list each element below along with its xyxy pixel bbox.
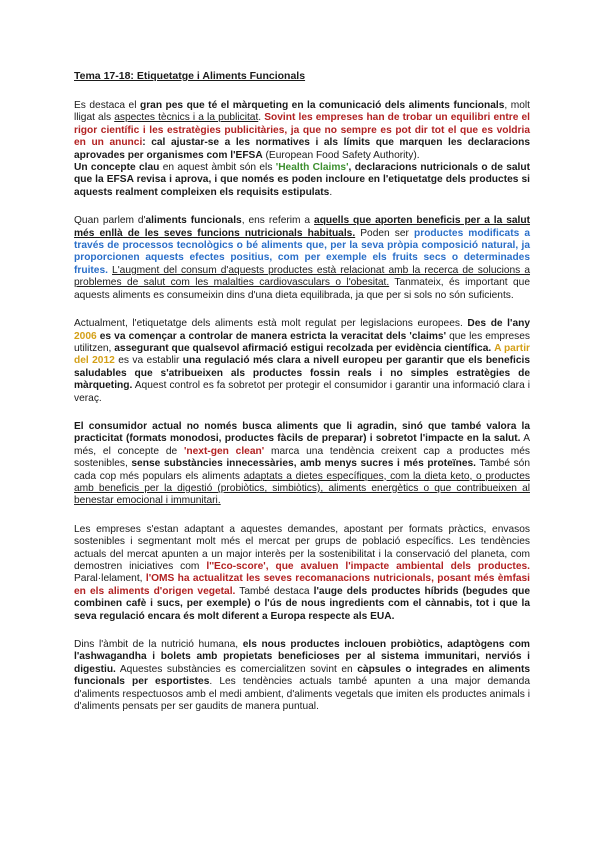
text-span: Quan parlem d' [74, 215, 146, 227]
text-span: es va establir [114, 355, 183, 367]
bold-span: assegurant que qualsevol afirmació estigui recolzada per evidència científica. [114, 342, 492, 354]
text-span: que les empreses utilitzen, [74, 330, 530, 354]
underlined-span: L'augment del consum d'aquests productes està relacionat amb la recerca de solucions a problemes de salut com les malalties cardiovasculars o l'obesitat. [74, 264, 530, 289]
highlight-orange-span: 2006 [74, 330, 97, 342]
text-span: Poden ser [355, 227, 414, 239]
text-span: . [258, 112, 265, 124]
bold-span: els nous productes inclouen probiòtics, adaptògens com l'ashwagandha i bolets amb propietats beneficioses per al sistema immunitari, nerviós i digestiu. [74, 639, 530, 675]
text-span: Es destaca el [74, 100, 140, 111]
bold-span: El consumidor actual no només busca aliments que li agradin, sinó que també valora la practicitat (formats monodosi, productes fàcils de preparar) i sobretot l'impacte en la salut. [74, 420, 530, 445]
text-span: . [329, 186, 333, 198]
paragraph-companies [74, 524, 530, 623]
highlight-blue-span: productes modificats a través de processos tecnològics o bé aliments que, per la seva pròpia composició natural, ja proporcionen aquests efectes positius, com per exemple els fruits secs o determinades fruites. [74, 227, 530, 276]
text-span: Actualment, l'etiquetatge dels aliments està molt regulat per legislacions europees. [74, 318, 468, 330]
text-span: Tanmateix, és important que aquests aliments es consumeixin dins d'una dieta equilibrada, ja que per si sols no són suficients. [74, 277, 531, 301]
highlight-red-span: 'next-gen clean' [183, 445, 265, 457]
text-span: Dins l'àmbit de la nutrició humana, [74, 639, 243, 651]
bold-span: es va començar a controlar de manera estricta la veracitat dels 'claims' [96, 330, 446, 342]
paragraph-marketing [74, 100, 530, 199]
bold-span: Des de l'any [467, 318, 530, 330]
paragraph-nutrition [74, 639, 530, 713]
page-title: Tema 17-18: Etiquetatge i Aliments Funcionals [74, 70, 306, 82]
bold-span: sense substàncies innecessàries, amb menys sucres i més proteïnes. [131, 458, 477, 470]
paragraph-consumer [74, 421, 530, 508]
bold-span: aliments funcionals [145, 215, 242, 227]
text-span: Paral·lelament, [74, 573, 146, 585]
text-span: També són cada cop més populars els aliments [74, 458, 530, 482]
highlight-red-span: Sovint les empreses han de trobar un equilibri entre el rigor científic i les estratègies publicitàries, ja que no sempre es pot dir tot el que es voldria en un anunci [74, 112, 531, 149]
highlight-green-span: 'Health Claims' [275, 162, 349, 174]
text-span: . Les tendències actuals també apunten a una major demanda d'aliments respectuosos amb el medi ambient, d'aliments vegetals que imiten els productes animals i d'aliments pensats per ser gaudits de manera puntual. [74, 676, 531, 713]
underlined-span: adaptats a dietes específiques, com la dieta keto, o productes amb beneficis per la digestió (probiòtics, simbiòtics), aliments energètics o que contribueixen al benestar emocional i immunitari. [74, 470, 530, 507]
highlight-red-span: l'OMS ha actualitzat les seves recomanacions nutricionals, posant més èmfasi en els aliments d'origen vegetal. [74, 573, 530, 597]
text-span: A més, el concepte de [74, 433, 530, 457]
text-span: (European Food Safety Authority). [262, 149, 420, 161]
text-span: , molt lligat als [74, 100, 530, 124]
paragraph-functional-foods [74, 215, 530, 302]
highlight-orange-span: A partir del 2012 [74, 342, 530, 367]
text-span: Aquestes substàncies es comercialitzen sovint en [115, 663, 358, 675]
bold-span: Un concepte clau [74, 162, 160, 174]
paragraph-regulation [74, 318, 530, 405]
bold-span: : cal ajustar-se a les normatives i als límits que marquen les declaracions aprovades per organismes com l'EFSA [74, 137, 530, 161]
text-span: en aquest àmbit són els [159, 162, 276, 174]
text-span: Aquest control es fa sobretot per protegir el consumidor i garantir una informació clara i veraç. [74, 380, 530, 404]
text-span: També destaca [235, 585, 314, 597]
text-span: , ens referim a [241, 215, 315, 227]
bold-span: l'auge dels productes híbrids (begudes que combinen cafè i sucs, per exemple) o l'ús de nous ingredients com el cànnabis, tot i que la seva regulació encara és molt diferent a Europa respecte als EUA. [74, 585, 531, 622]
bold-span: gran pes que té el màrqueting en la comunicació dels aliments funcionals [139, 100, 505, 111]
underlined-span: aspectes tècnics i a la publicitat [114, 112, 259, 124]
text-span: marca una tendència creixent cap a productes més sostenibles, [74, 445, 530, 470]
bold-span: , declaracions nutricionals o de salut que la EFSA revisa i aprova, i que només es poden incloure en l'etiquetatge dels productes si aquests realment compleixen els requisits estipulats [74, 162, 531, 198]
bold-span: càpsules o integrades en aliments funcionals per esportistes [74, 663, 531, 688]
bold-span: una regulació més clara a nivell europeu per garantir que els beneficis saludables que s'atribueixen als productes fossin reals i no simples estratègies de màrqueting. [74, 355, 530, 392]
highlight-red-span: l''Eco-score', que avaluen l'impacte ambiental dels productes. [206, 561, 530, 572]
bold-underlined-span: aquells que aporten beneficis per a la salut més enllà de les seves funcions nutricionals habituals. [74, 215, 530, 239]
text-span: Les empreses s'estan adaptant a aquestes demandes, apostant per formats pràctics, envasos sostenibles i segmentant molt més el mercat per grups de població específics. Les tendències actuals del mercat apunten a un major interès per la sostenibilitat i la conservació del planeta, com demostren iniciatives com [74, 523, 530, 572]
